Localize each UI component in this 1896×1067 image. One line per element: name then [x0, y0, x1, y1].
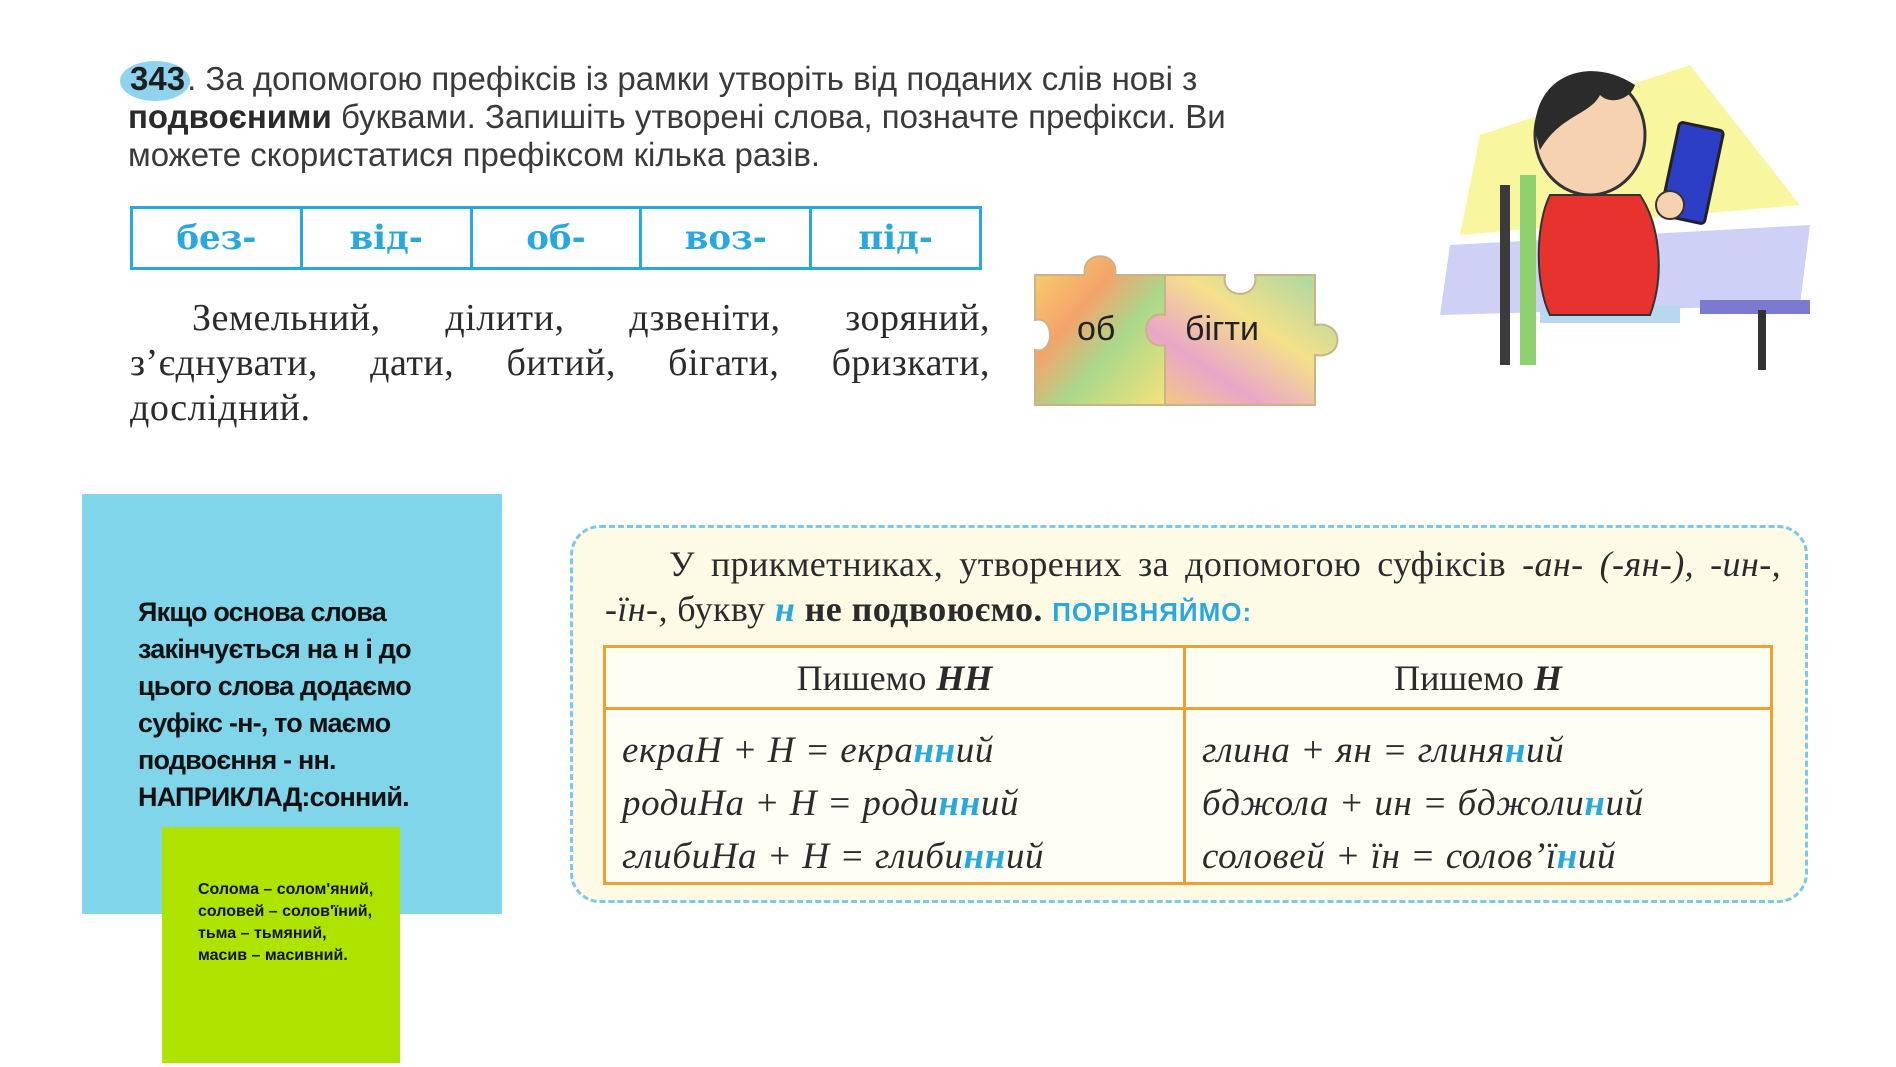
table-column-left: [606, 710, 1186, 883]
blue-note-text: Якщо основа слова закінчується на н і до цього слова додаємо суфікс -н-, то маємо подвоєння - нн. НАПРИКЛАД:сонний.: [138, 597, 411, 812]
exercise-line3: можете скористатися префіксом кілька разів.: [128, 136, 821, 173]
exercise-bold-word: подвоєними: [128, 98, 332, 135]
rule-part: У прикметниках, утворених за допомогою суфіксів: [669, 544, 1506, 584]
table-row: глибиНа + Н = глибинний: [622, 836, 1045, 877]
word-list: Земельний, ділити, дзвеніти, зоряний, з’єднувати, дати, битий, бігати, бризкати, дослідний.: [130, 297, 990, 429]
suffix: -ан-: [1522, 544, 1584, 584]
comparison-table: [603, 645, 1773, 885]
exercise-line1: За допомогою префіксів із рамки утворіть від поданих слів нові з: [205, 60, 1198, 97]
table-row: бджола + ин = бджолиний: [1202, 783, 1644, 824]
exercise-number: 343: [130, 60, 186, 97]
rule-box: [570, 525, 1808, 903]
suffix: -їн-,: [605, 589, 668, 629]
suffix: -ин-,: [1710, 544, 1781, 584]
compare-label: ПОРІВНЯЙМО: [1052, 597, 1243, 627]
puzzle-left-text: об: [1077, 310, 1116, 348]
prefix-cell: без-: [133, 209, 303, 267]
rule-part: букву: [677, 589, 766, 629]
table-row: соловей + їн = солов’їний: [1202, 836, 1617, 877]
prefix-table: [130, 206, 982, 270]
rule-text: [605, 542, 1781, 635]
prefix-cell: воз-: [642, 209, 812, 267]
puzzle-illustration: [1025, 240, 1345, 420]
exercise-text: [128, 60, 1348, 174]
boy-reading-illustration: [1440, 55, 1820, 375]
table-row: глина + ян = глиняний: [1202, 730, 1565, 771]
prefix-cell: від-: [303, 209, 473, 267]
table-header-left: Пишемо НН: [606, 648, 1186, 710]
exercise-line2: буквами. Запишіть утворені слова, позначте префікси. Ви: [340, 98, 1226, 135]
green-note: [162, 827, 400, 1063]
suffix: (-ян-),: [1599, 544, 1695, 584]
table-header-right: Пишемо Н: [1186, 648, 1770, 710]
rule-part-bold: не подвоюємо.: [804, 589, 1043, 629]
rule-letter: н: [774, 589, 796, 629]
green-note-text: Солома – солом'яний, соловей – солов'їний, тьма – тьмяний, масив – масивний.: [198, 881, 374, 964]
table-row: екраН + Н = екранний: [622, 730, 994, 771]
puzzle-right-text: бігти: [1185, 310, 1259, 348]
compare-colon: :: [1242, 597, 1253, 627]
boy-reading-icon: [1440, 55, 1820, 375]
exercise-number-dot: .: [187, 60, 197, 97]
table-column-right: [1186, 710, 1770, 883]
prefix-cell: об-: [473, 209, 643, 267]
prefix-cell: під-: [858, 218, 933, 258]
table-row: родиНа + Н = родинний: [622, 783, 1020, 824]
